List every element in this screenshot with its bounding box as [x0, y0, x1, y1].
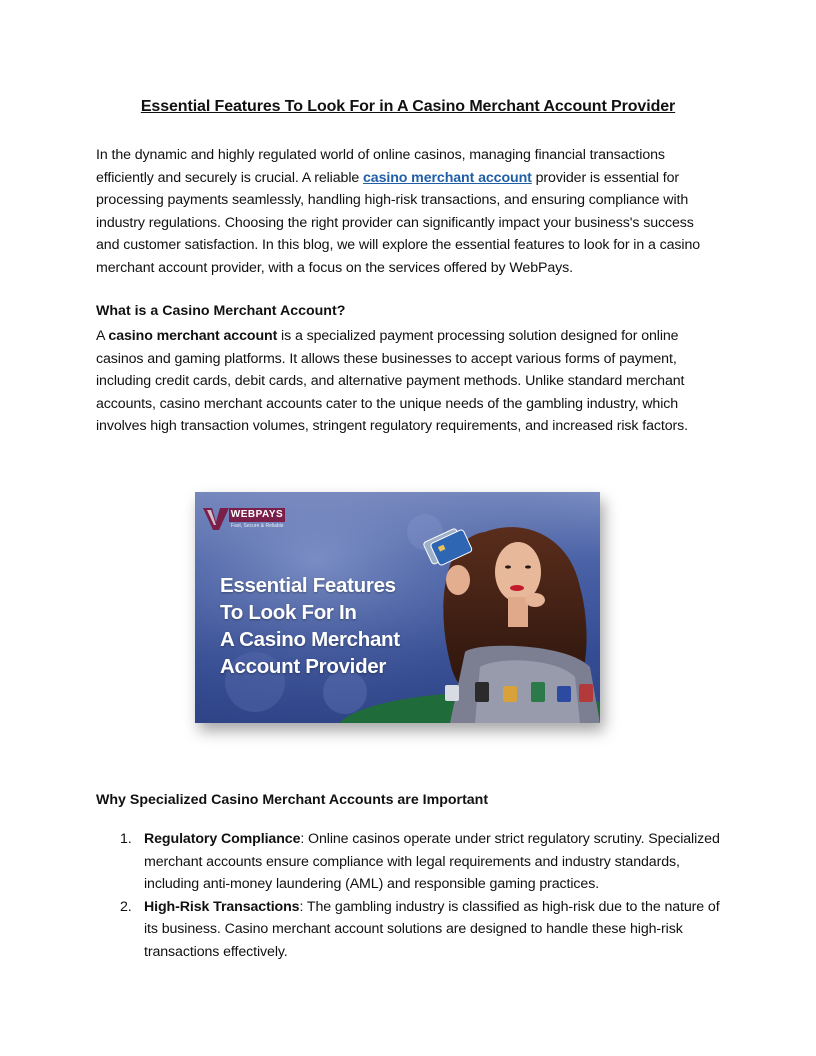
banner-heading-line: Essential Features [220, 574, 396, 597]
intro-text-end: provider is essential for processing payments seamlessly, handling high-risk transactions, and ensuring compliance with industry regulations. Choosing the right provider can significantly impact your business's success and customer satisfaction. In this blog, we will explore the essential features to look for in a casino merchant account provider, with a focus on the services offered by WebPays. [96, 169, 701, 276]
what-paragraph [96, 325, 720, 438]
logo-web: WEB [230, 509, 256, 520]
banner-heading-line: A Casino Merchant [220, 628, 400, 651]
list-number: 2. [120, 898, 132, 915]
logo-pays: PAYS [255, 509, 284, 520]
what-heading: What is a Casino Merchant Account? [96, 303, 346, 319]
list-text: : Online casinos operate under strict regulatory scrutiny. Specialized merchant accounts ensure compliance with legal requirements and industry standards, including anti-money laundering (AML) and responsible gaming practices. [144, 831, 720, 892]
banner-heading-line: Account Provider [220, 655, 387, 678]
list-term: Regulatory Compliance [144, 831, 301, 847]
page-title: Essential Features To Look For in A Casino Merchant Account Provider [140, 98, 676, 115]
list-item [96, 896, 720, 964]
webpays-logo [203, 508, 285, 532]
what-bold-term: casino merchant account [108, 328, 278, 344]
list-text: : The gambling industry is classified as high-risk due to the nature of its business. Casino merchant account solutions are designed to handle these high-risk transactions effectively. [144, 898, 720, 960]
logo-tagline: Fast, Secure & Reliable [231, 523, 284, 529]
what-lead: A [96, 328, 109, 344]
intro-text-start: In the dynamic and highly regulated world of online casinos, managing financial transactions efficiently and securely is crucial. A reliable [96, 147, 665, 186]
list-term: High-Risk Transactions [144, 898, 300, 915]
banner-heading-line: To Look For In [220, 601, 357, 624]
list-number: 1. [120, 831, 132, 847]
banner-background [195, 492, 600, 723]
banner-heading [220, 572, 450, 680]
important-list [96, 828, 720, 963]
casino-merchant-account-link[interactable]: casino merchant account [363, 169, 532, 186]
list-item [96, 828, 720, 896]
banner-image [195, 492, 600, 723]
why-heading: Why Specialized Casino Merchant Accounts are Important [96, 792, 489, 808]
logo-wordmark [229, 508, 285, 522]
what-body: is a specialized payment processing solution designed for online casinos and gaming platforms. It allows these businesses to accept various forms of payment, including credit cards, debit cards, and alternative payment methods. Unlike standard merchant accounts, casino merchant accounts cater to the unique needs of the gambling industry, which involves high transaction volumes, stringent regulatory requirements, and increased risk factors. [96, 328, 688, 434]
intro-paragraph [96, 144, 720, 279]
